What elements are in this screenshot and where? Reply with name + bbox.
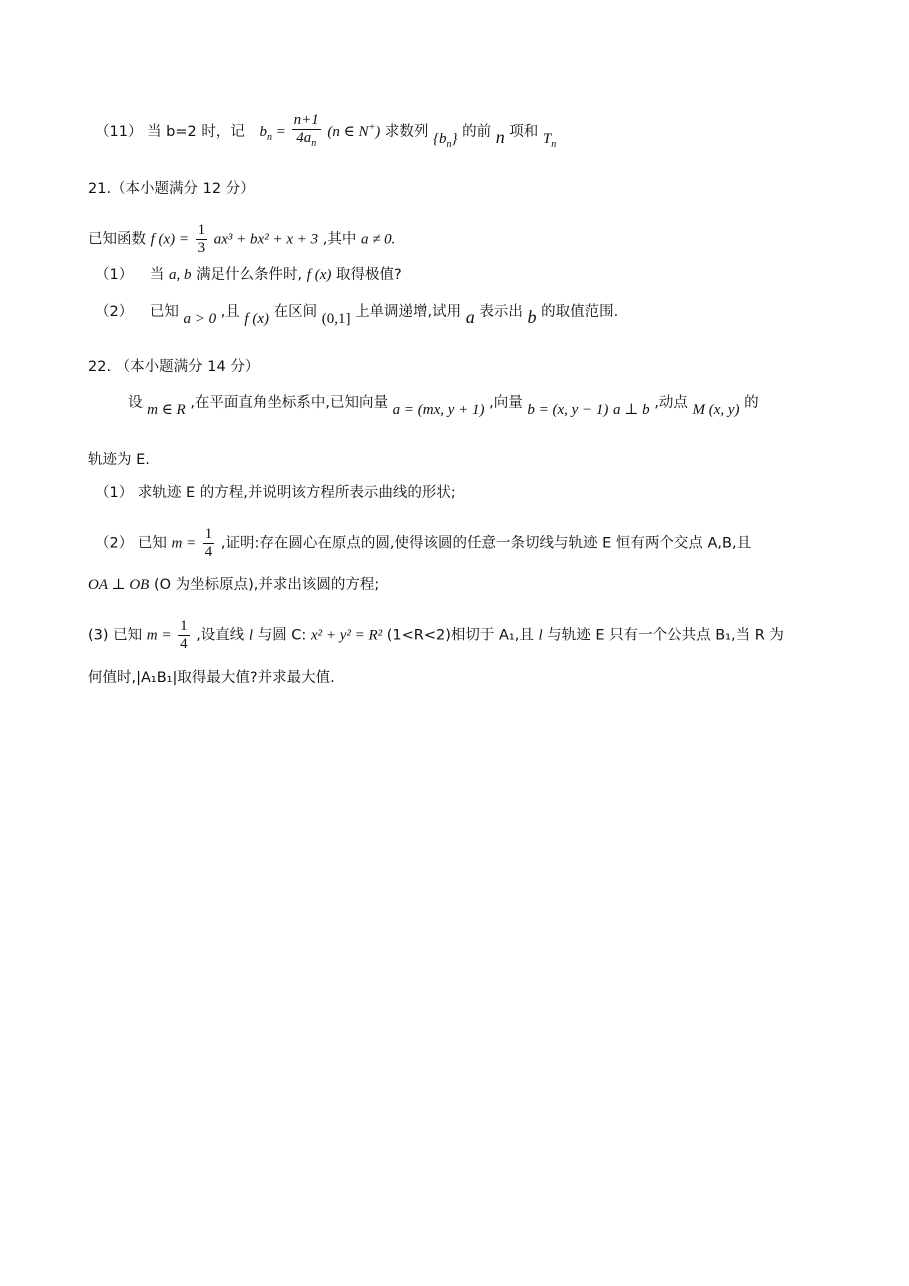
q20-seq: $\{b_n\}$ xyxy=(432,131,458,150)
q22-part2-cont: OA ⊥ OB (O 为坐标原点),并求出该圆的方程; xyxy=(88,577,380,593)
q22-part1: （1） 求轨迹 E 的方程,并说明该方程所表示曲线的形状; xyxy=(95,485,456,501)
q22-part3: (3) 已知 m = $\frac{1}{4}$ ,设直线 l 与圆 C: x² + y² = R² (1<R<2)相切于 A₁,且 l 与轨迹 E 只有一个公共点 B₁,当 R 为 xyxy=(88,618,784,652)
q22-part3-cont: 何值时,|A₁B₁|取得最大值?并求最大值. xyxy=(88,670,335,686)
q21-fraction: $\frac{1}{3}$ xyxy=(197,222,206,256)
q20-part2-text-b: 求数列 xyxy=(384,124,429,140)
q20-part2-text-c: 的前 xyxy=(462,124,492,140)
q20-frac-den: $4a_n$ xyxy=(296,130,317,149)
q20-bn: $b_n$ xyxy=(259,124,272,143)
q20-part2-label: （11） xyxy=(95,124,143,140)
q20-part2-text-d: 项和 xyxy=(509,124,539,140)
q22-intro-cont: 轨迹为 E. xyxy=(88,452,150,468)
q21-part2: （2） 已知 a > 0 ,且 f (x) 在区间 (0,1] 上单调递增,试用 a 表示出 b 的取值范围. xyxy=(95,304,619,327)
q21-part1: （1） 当 a, b 满足什么条件时, f (x) 取得极值? xyxy=(95,267,402,283)
q21-intro: 已知函数 f (x) = $\frac{1}{3}$ ax³ + bx² + x + 3 ,其中 a ≠ 0. xyxy=(88,222,396,256)
q21-polynomial: ax³ + bx² + x + 3 xyxy=(213,231,319,248)
q20-n-var: n xyxy=(495,127,505,147)
q21-fx: f (x) = xyxy=(150,231,190,248)
q20-part2-line: （11） 当 b=2 时，记 $b_n$ = $\frac{n+1}{4a_n}$ (n ∈ N+) 求数列 $\{b_n\}$ 的前 n 项和 $T_n$ xyxy=(95,112,557,150)
q20-tn: $T_n$ xyxy=(542,131,557,150)
q21-heading: 21.（本小题满分 12 分） xyxy=(88,181,255,197)
q20-frac-num: n+1 xyxy=(293,112,319,128)
q22-heading: 22. （本小题满分 14 分） xyxy=(88,359,260,375)
q20-fraction xyxy=(292,112,321,152)
q21-condition: a ≠ 0. xyxy=(360,231,396,248)
q20-part2-text-a: 当 b=2 时，记 xyxy=(147,124,245,140)
q20-condition: (n ∈ N+) xyxy=(327,122,381,140)
q22-intro: 设 m ∈ R ,在平面直角坐标系中,已知向量 a = (mx, y + 1) ,向量 b = (x, y − 1) a ⊥ b ,动点 M (x, y) 的 xyxy=(128,395,759,418)
q22-part2: （2） 已知 m = $\frac{1}{4}$ ,证明:存在圆心在原点的圆,使得该圆的任意一条切线与轨迹 E 恒有两个交点 A,B,且 xyxy=(95,526,752,560)
